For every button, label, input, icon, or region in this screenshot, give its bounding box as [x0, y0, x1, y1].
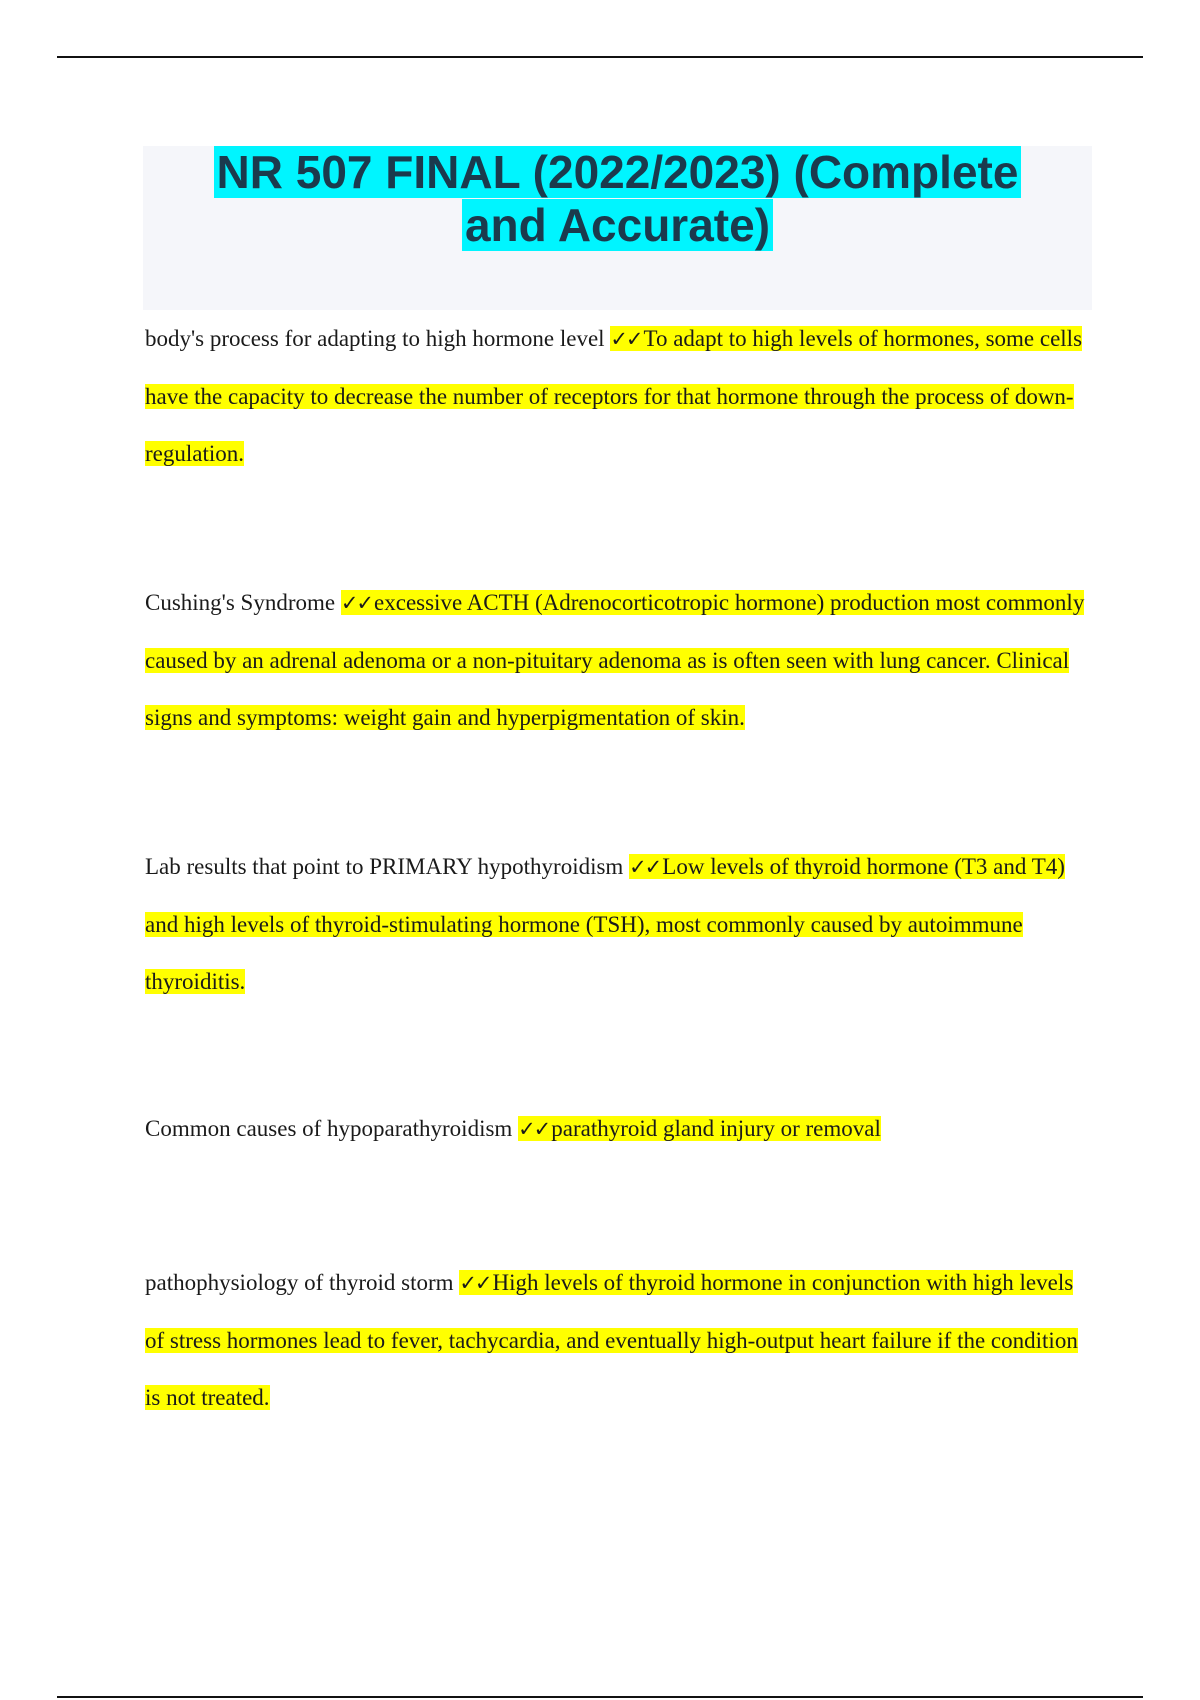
entry-term: Lab results that point to PRIMARY hypothyroidism: [145, 854, 624, 879]
entry-answer: Low levels of thyroid hormone (T3 and T4) and high levels of thyroid-stimulating hormone (TSH), most commonly caused by autoimmune thyroiditis.: [145, 854, 1065, 994]
document-title: [143, 146, 1092, 252]
entry-term: Cushing's Syndrome: [145, 590, 336, 615]
qa-entry: [145, 838, 1095, 1010]
entry-answer: excessive ACTH (Adrenocorticotropic hormone) production most commonly caused by an adrenal adenoma or a non-pituitary adenoma as is often seen with lung cancer. Clinical signs and symptoms: weight gain and hyperpigmentation of skin.: [145, 590, 1085, 730]
title-line-2: and Accurate): [462, 199, 773, 251]
double-check-icon: ✓✓: [340, 591, 373, 615]
qa-entry: [145, 574, 1095, 746]
top-rule: [57, 56, 1143, 58]
qa-entry: [145, 1100, 1095, 1158]
title-block: [143, 146, 1092, 310]
qa-entry: [145, 1254, 1095, 1426]
entry-answer-highlight: [518, 1116, 881, 1141]
double-check-icon: ✓✓: [518, 1117, 550, 1141]
entry-term: pathophysiology of thyroid storm: [145, 1270, 454, 1295]
entry-term: body's process for adapting to high hormone level: [145, 326, 605, 351]
double-check-icon: ✓✓: [629, 855, 661, 879]
entry-term: Common causes of hypoparathyroidism: [145, 1116, 513, 1141]
bottom-rule: [57, 1696, 1143, 1698]
double-check-icon: ✓✓: [459, 1271, 491, 1295]
title-line-1: NR 507 FINAL (2022/2023) (Complete: [214, 146, 1022, 198]
double-check-icon: ✓✓: [610, 327, 642, 351]
qa-entry: [145, 310, 1095, 482]
entry-answer: To adapt to high levels of hormones, some cells have the capacity to decrease the number of receptors for that hormone through the process of down-regulation.: [145, 326, 1083, 466]
entry-answer: High levels of thyroid hormone in conjunction with high levels of stress hormones lead to fever, tachycardia, and eventually high-output heart failure if the condition is not treated.: [145, 1270, 1078, 1410]
entry-answer: parathyroid gland injury or removal: [551, 1116, 881, 1141]
